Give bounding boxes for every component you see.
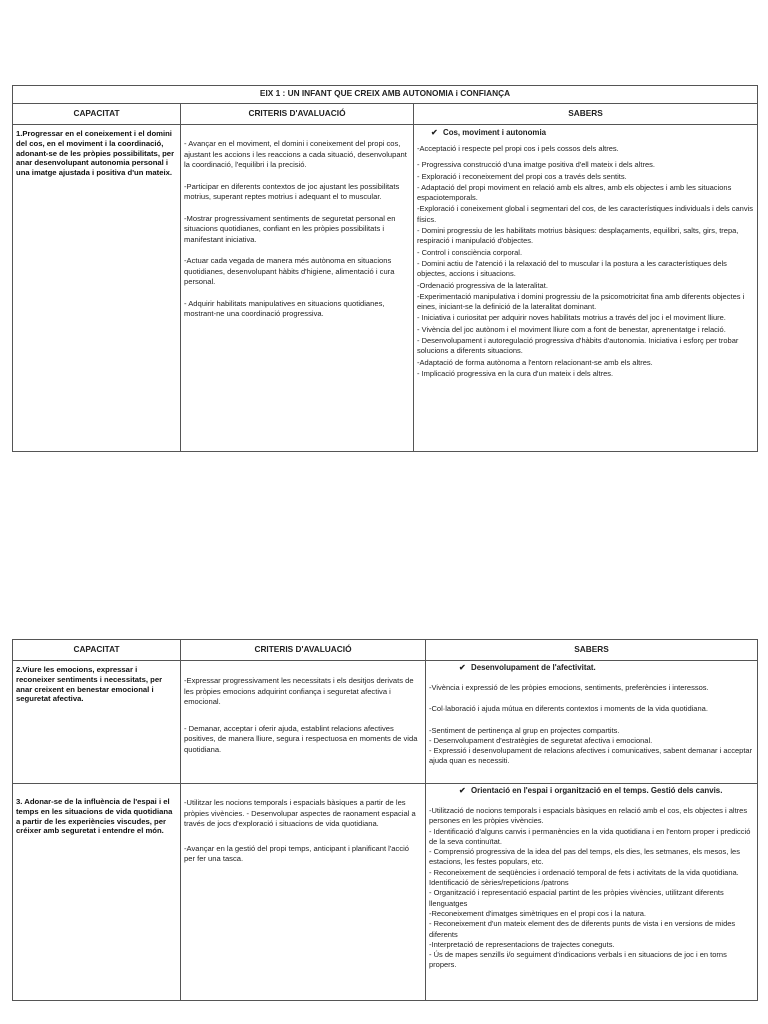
checkmark-icon: ✔ (431, 128, 438, 137)
sabers-cell (426, 784, 758, 1001)
saber-item: -Vivència i expressió de les pròpies emocions, sentiments, preferències i interessos. (429, 683, 709, 692)
saber-item: - Reconeixement d'un mateix element des de diferents punts de vista i en versions de mides diferents (429, 919, 736, 939)
saber-item: - Domini actiu de l'atenció i la relaxació del to muscular i la postura a les característiques dels objectes, accions i situacions. (417, 258, 727, 279)
saber-item: -Interpretació de representacions de trajectes coneguts. (429, 939, 615, 949)
sabers-heading: ✔ Orientació en l'espai i organització en el temps. Gestió dels canvis. (459, 786, 723, 795)
saber-item: -Acceptació i respecte pel propi cos i pels cossos dels altres. (417, 144, 619, 153)
saber-item: -Col·laboració i ajuda mútua en diferents contextos i moments de la vida quotidiana. (429, 704, 708, 714)
saber-item: - Progressiva construcció d'una imatge positiva d'ell mateix i dels altres. (417, 160, 655, 170)
saber-item: -Sentiment de pertinença al grup en projectes compartits. (429, 725, 620, 735)
saber-item: - Desenvolupament d'estratègies de seguretat afectiva i emocional. (429, 735, 653, 745)
saber-item: - Desenvolupament i autoregulació progressiva d'hàbits d'autonomia. Iniciativa i esforç per trobar solucions a diferents situacions. (417, 336, 739, 356)
criteri-item: -Expressar progressivament les necessitats i els desitjos derivats de les pròpies emocions adquirint confiança i seguretat afectiva i emocional. (184, 676, 414, 706)
table-title: EIX 1 : UN INFANT QUE CREIX AMB AUTONOMIA i CONFIANÇA (13, 86, 758, 104)
saber-item: -Adaptació de forma autònoma a l'entorn relacionant-se amb els altres. (417, 357, 653, 367)
capacitats-table-2 (12, 639, 758, 1001)
criteris-cell (181, 784, 426, 1001)
saber-item: - Organització i representació espacial partint de les pròpies vivències, utilitzant diferents llenguatges (429, 888, 724, 908)
criteris-cell (181, 661, 426, 784)
saber-item: - Expressió i desenvolupament de relacions afectives i comunicatives, sabent demanar i acceptar ajuda quan es necessiti. (429, 746, 753, 766)
criteri-item: -Participar en diferents contextos de joc ajustant les possibilitats motrius, superant reptes motrius i adequant el to muscular. (184, 181, 400, 201)
capacitat-cell: 3. Adonar-se de la influència de l'espai i el temps en les situacions de vida quotidiana a partir de les experiències viscudes, per créixer amb seguretat i entendre el món. (13, 784, 181, 1001)
header-capacitat: CAPACITAT (13, 104, 181, 125)
criteri-item: - Avançar en el moviment, el domini i coneixement del propi cos, ajustant les accions i les reaccions a cada situació, desenvolupant la coordinació, l'equilibri i la precisió. (184, 139, 407, 169)
saber-item: - Domini progressiu de les habilitats motrius bàsiques: desplaçaments, equilibri, salts, girs, trepa, respiració i manipulació d'objectes. (417, 226, 739, 246)
criteri-item: -Actuar cada vegada de manera més autònoma en situacions quotidianes, desenvolupant hàbits d'higiene, alimentació i cura personal. (184, 256, 395, 286)
saber-item: -Exploració i coneixement global i segmentari del cos, de les característiques individuals i dels canvis físics. (417, 204, 753, 224)
saber-item: - Adaptació del propi moviment en relació amb els altres, amb els objectes i amb les situacions espaciotemporals. (417, 182, 732, 203)
criteri-item: - Adquirir habilitats manipulatives en situacions quotidianes, mostrant-ne una coordinació progressiva. (184, 298, 385, 318)
saber-item: - Iniciativa i curiositat per adquirir noves habilitats motrius a través del joc i el moviment lliure. (417, 313, 726, 323)
saber-item: - Vivència del joc autònom i el moviment lliure com a font de benestar, aprenentatge i relació. (417, 324, 726, 334)
criteri-item: -Avançar en la gestió del propi temps, anticipant i planificant l'acció per fer una tasca. (184, 843, 410, 863)
saber-item: - Comprensió progressiva de la idea del pas del temps, els dies, les setmanes, els mesos, les estacions, les festes populars, etc. (429, 847, 740, 867)
saber-item: -Ordenació progressiva de la lateralitat. (417, 280, 548, 290)
saber-item: - Control i consciència corporal. (417, 247, 523, 257)
header-sabers: SABERS (426, 640, 758, 661)
criteri-item: - Demanar, acceptar i oferir ajuda, establint relacions afectives positives, de manera lliure, segura i respectuosa en moments de vida quotidiana. (184, 723, 418, 754)
sabers-cell (414, 125, 758, 452)
checkmark-icon: ✔ (459, 786, 466, 795)
header-capacitat: CAPACITAT (13, 640, 181, 661)
saber-item: - Identificació d'alguns canvis i permanències en la vida quotidiana i en l'entorn proper i predicció de la seva continuïtat. (429, 826, 751, 846)
saber-item: - Reconeixement de seqüències i ordenació temporal de fets i activitats de la vida quotidiana. Identificació de sèries/repeticions /patrons (429, 867, 739, 888)
header-criteris: CRITERIS D'AVALUACIÓ (181, 640, 426, 661)
criteri-item: -Mostrar progressivament sentiments de seguretat personal en situacions quotidianes, confiant en les pròpies possibilitats i manifestant iniciativa. (184, 213, 396, 244)
saber-item: -Utilització de nocions temporals i espacials bàsiques en relació amb el cos, els objectes i altres persones en les pròpies vivències. (429, 806, 748, 826)
sabers-cell (426, 661, 758, 784)
checkmark-icon: ✔ (459, 663, 466, 672)
capacitat-cell: 1.Progressar en el coneixement i el domini del cos, en el moviment i la coordinació, adonant-se de les pròpies possibilitats, per anar desenvolupant autonomia personal i una imatge ajustada i positiva d'un mateix. (13, 125, 181, 452)
sabers-heading: ✔ Cos, moviment i autonomia (431, 128, 547, 137)
header-criteris: CRITERIS D'AVALUACIÓ (181, 104, 414, 125)
capacitat-cell: 2.Viure les emocions, expressar i reconeixer sentiments i necessitats, per anar creixent en benestar emocional i seguretat afectiva. (13, 661, 181, 784)
saber-item: - Ús de mapes senzills i/o seguiment d'indicacions verbals i en situacions de joc i en torns propers. (429, 950, 727, 970)
criteris-cell (181, 125, 414, 452)
sabers-heading: ✔ Desenvolupament de l'afectivitat. (459, 663, 596, 672)
saber-item: - Exploració i reconeixement del propi cos a través dels sentits. (417, 171, 627, 181)
criteri-item: -Utilitzar les nocions temporals i espacials bàsiques a partir de les pròpies vivències. - Desenvolupar aspectes de raonament espacial a través de jocs d'exploració i situacions de vida quotidiana. (184, 798, 416, 828)
header-sabers: SABERS (414, 104, 758, 125)
saber-item: - Implicació progressiva en la cura d'un mateix i dels altres. (417, 368, 614, 378)
saber-item: -Reconeixement d'imatges simètriques en el propi cos i la natura. (429, 908, 646, 918)
saber-item: -Experimentació manipulativa i domini progressiu de la psicomotricitat fina amb diferents objectes i eines, iniciant-se la definició de la lateralitat dominant. (417, 291, 745, 312)
eix1-table (12, 85, 758, 452)
